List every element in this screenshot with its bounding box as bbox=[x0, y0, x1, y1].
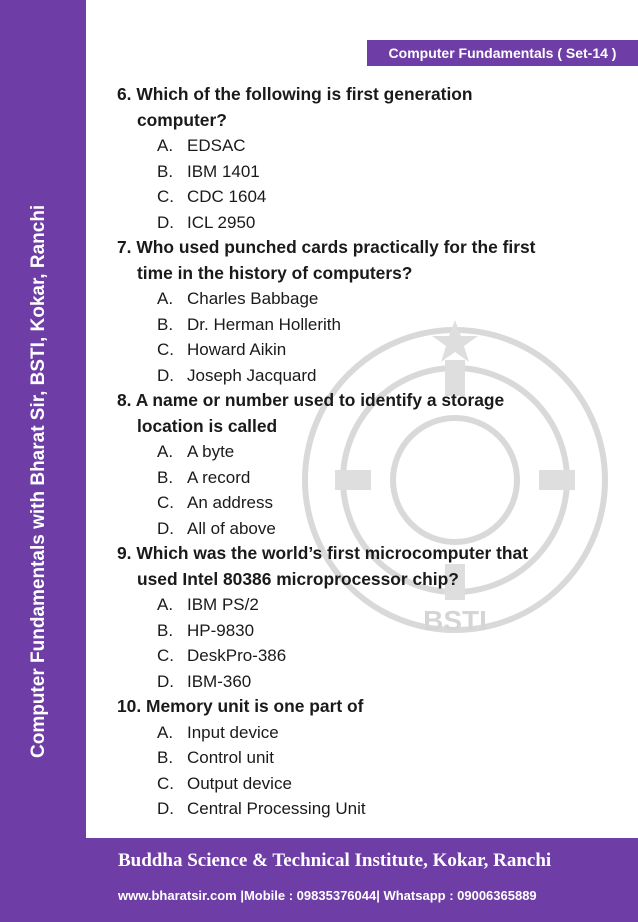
option-letter: A. bbox=[157, 289, 174, 308]
option bbox=[117, 516, 617, 542]
question-text bbox=[117, 235, 617, 286]
question-text bbox=[117, 388, 617, 439]
option-letter: B. bbox=[157, 314, 174, 334]
set-badge: Computer Fundamentals ( Set-14 ) bbox=[367, 40, 638, 66]
question-line: 8. A name or number used to identify a storage bbox=[117, 390, 505, 410]
question-line: 7. Who used punched cards practically for the first bbox=[117, 237, 536, 257]
option bbox=[117, 592, 617, 618]
question-text bbox=[117, 694, 617, 720]
option-letter: C. bbox=[157, 493, 174, 512]
question-line: time in the history of computers? bbox=[137, 262, 413, 283]
option-letter: D. bbox=[157, 212, 174, 232]
question-list bbox=[117, 82, 617, 822]
option-letter: D. bbox=[157, 365, 174, 385]
institute-name: Buddha Science & Technical Institute, Kokar, Ranchi bbox=[118, 850, 552, 871]
option-text: Output device bbox=[187, 773, 292, 793]
question-7 bbox=[117, 235, 617, 388]
option bbox=[117, 159, 617, 185]
option-text: IBM 1401 bbox=[187, 161, 260, 181]
question-line: location is called bbox=[137, 415, 278, 436]
option bbox=[117, 133, 617, 159]
footer bbox=[86, 838, 638, 922]
sidebar bbox=[0, 0, 86, 922]
option bbox=[117, 618, 617, 644]
option bbox=[117, 771, 617, 797]
option-letter: C. bbox=[157, 187, 174, 206]
option-letter: D. bbox=[157, 671, 174, 691]
watermark-text: BSTI bbox=[423, 605, 487, 636]
question-10 bbox=[117, 694, 617, 822]
option-letter: D. bbox=[157, 799, 174, 818]
question-line: 9. Which was the world’s first microcomputer that bbox=[117, 543, 528, 563]
question-line: computer? bbox=[137, 109, 227, 130]
option-letter: A. bbox=[157, 136, 174, 155]
option bbox=[117, 720, 617, 746]
option bbox=[117, 337, 617, 363]
option-text: A byte bbox=[187, 442, 235, 461]
option-text: EDSAC bbox=[187, 136, 246, 155]
question-6 bbox=[117, 82, 617, 235]
question-text bbox=[117, 82, 617, 133]
option-text: Dr. Herman Hollerith bbox=[187, 314, 341, 334]
option-letter: C. bbox=[157, 773, 174, 793]
option bbox=[117, 184, 617, 210]
option-letter: A. bbox=[157, 595, 174, 614]
option-text: CDC 1604 bbox=[187, 187, 267, 206]
option-text: Joseph Jacquard bbox=[187, 365, 317, 385]
option-text: IBM PS/2 bbox=[187, 595, 259, 614]
option bbox=[117, 210, 617, 236]
option-letter: B. bbox=[157, 748, 174, 767]
option-letter: B. bbox=[157, 467, 174, 487]
option-text: Howard Aikin bbox=[187, 340, 287, 359]
option bbox=[117, 490, 617, 516]
option bbox=[117, 465, 617, 491]
option-text: An address bbox=[187, 493, 273, 512]
question-line: 6. Which of the following is first generation bbox=[117, 84, 473, 104]
option-text: DeskPro-386 bbox=[187, 646, 287, 665]
option-letter: A. bbox=[157, 442, 174, 461]
option-text: HP-9830 bbox=[187, 620, 255, 640]
option bbox=[117, 669, 617, 695]
question-line: 10. Memory unit is one part of bbox=[117, 696, 364, 716]
option bbox=[117, 643, 617, 669]
option-text: Input device bbox=[187, 722, 279, 742]
option-text: Charles Babbage bbox=[187, 289, 319, 308]
contact-info: www.bharatsir.com |Mobile : 09835376044| Whatsapp : 09006365889 bbox=[118, 888, 537, 903]
option bbox=[117, 745, 617, 771]
option-letter: C. bbox=[157, 340, 174, 359]
option-letter: B. bbox=[157, 161, 174, 181]
option-letter: B. bbox=[157, 620, 174, 640]
option bbox=[117, 439, 617, 465]
question-8 bbox=[117, 388, 617, 541]
option-text: A record bbox=[187, 467, 251, 487]
question-9 bbox=[117, 541, 617, 694]
option bbox=[117, 312, 617, 338]
sidebar-vertical-title: Computer Fundamentals with Bharat Sir, BSTI, Kokar, Ranchi bbox=[28, 204, 49, 758]
option-text: ICL 2950 bbox=[187, 212, 256, 232]
option-text: All of above bbox=[187, 518, 276, 538]
option-text: IBM-360 bbox=[187, 671, 252, 691]
option-letter: A. bbox=[157, 722, 174, 742]
option-letter: C. bbox=[157, 646, 174, 665]
option bbox=[117, 363, 617, 389]
option bbox=[117, 796, 617, 822]
option-text: Control unit bbox=[187, 748, 274, 767]
question-text bbox=[117, 541, 617, 592]
question-line: used Intel 80386 microprocessor chip? bbox=[137, 568, 459, 589]
option-letter: D. bbox=[157, 518, 174, 538]
option-text: Central Processing Unit bbox=[187, 799, 366, 818]
option bbox=[117, 286, 617, 312]
